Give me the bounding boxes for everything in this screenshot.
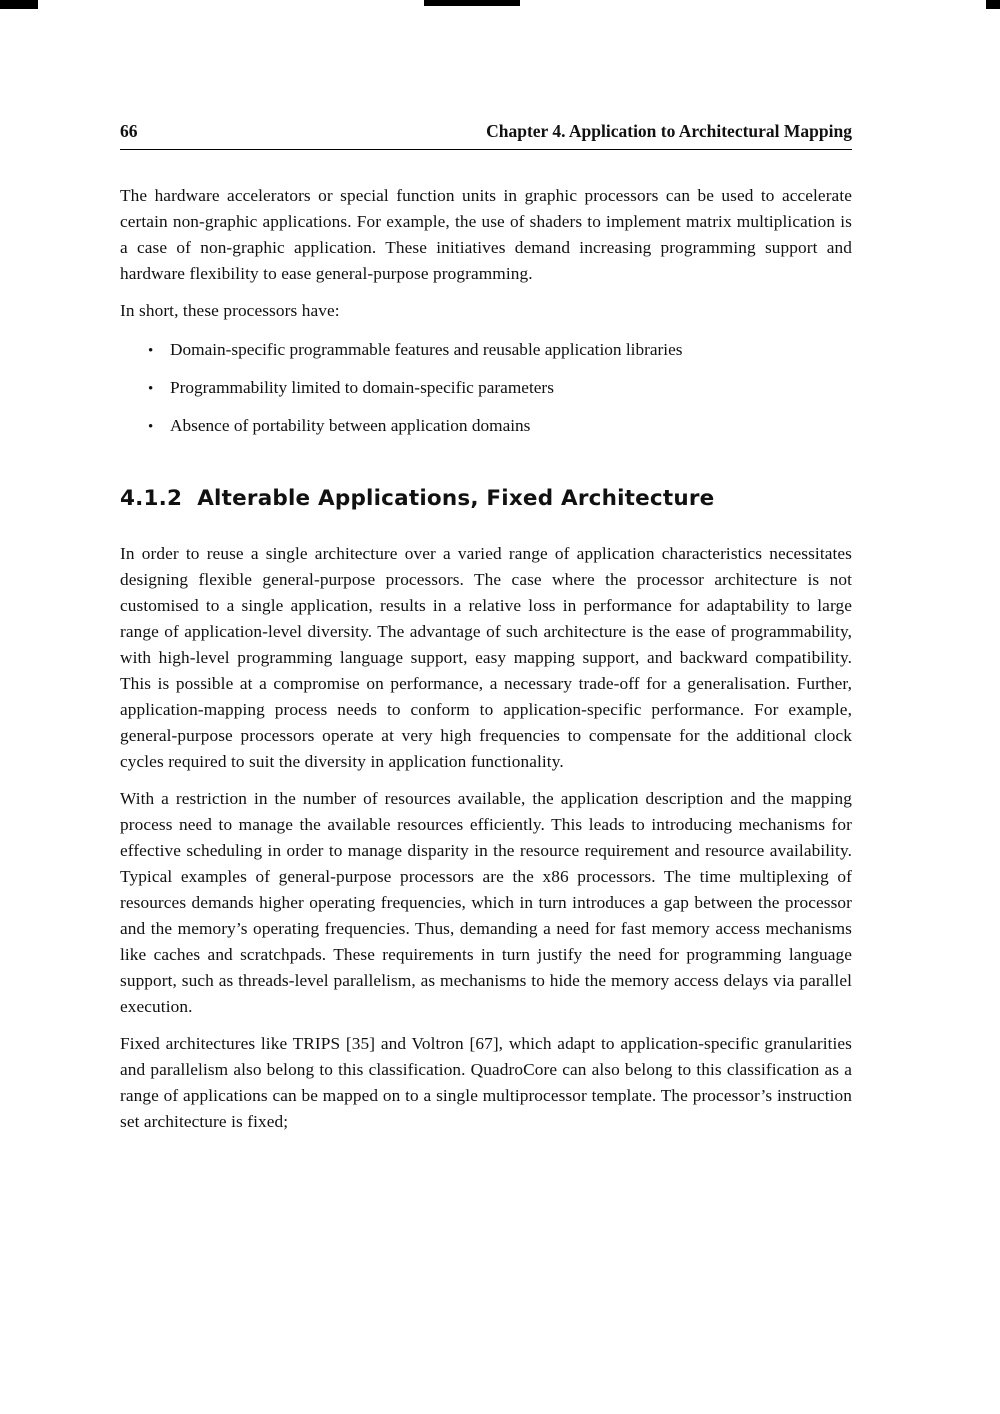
page-body bbox=[120, 183, 852, 1135]
section-number: 4.1.2 bbox=[120, 486, 183, 511]
header-rule bbox=[120, 149, 852, 150]
bullet-icon: • bbox=[148, 381, 154, 397]
running-header-title: Chapter 4. Application to Architectural Mapping bbox=[486, 121, 852, 141]
bullet-icon: • bbox=[148, 343, 154, 359]
list-item bbox=[120, 337, 852, 364]
section-heading bbox=[120, 486, 852, 512]
list-item-text: Absence of portability between application domains bbox=[170, 416, 531, 435]
page-header bbox=[120, 120, 852, 142]
paragraph-reuse: In order to reuse a single architecture over a varied range of application characteristics necessitates designing flexible general-purpose processors. The case where the processor architecture is not customised to a single application, results in a relative loss in performance for adaptability to large range of application-level diversity. The advantage of such architecture is the ease of programmability, with high-level programming language support, easy mapping support, and backward compatibility. This is possible at a compromise on performance, a necessary trade-off for a generalisation. Further, application-mapping process needs to conform to application-specific performance. For example, general-purpose processors operate at very high frequencies to compensate for the additional clock cycles required to suit the diversity in application functionality. bbox=[120, 544, 852, 771]
bullet-list bbox=[120, 337, 852, 440]
page-number: 66 bbox=[120, 121, 138, 141]
list-item-text: Programmability limited to domain-specific parameters bbox=[170, 378, 554, 397]
list-item-text: Domain-specific programmable features and reusable application libraries bbox=[170, 340, 683, 359]
paragraph-fixed-architectures: Fixed architectures like TRIPS [35] and Voltron [67], which adapt to application-specific granularities and parallelism also belong to this classification. QuadroCore can also belong to this classification as a range of applications can be mapped on to a single multiprocessor template. The processor’s instruction set architecture is fixed; bbox=[120, 1034, 852, 1131]
list-item bbox=[120, 375, 852, 402]
section-title: Alterable Applications, Fixed Architecture bbox=[197, 486, 715, 511]
scan-artifact bbox=[0, 0, 38, 9]
list-item bbox=[120, 413, 852, 440]
paragraph-restriction: With a restriction in the number of resources available, the application description and the mapping process need to manage the available resources efficiently. This leads to introducing mechanisms for effective scheduling in order to manage disparity in the resource requirement and resource availability. Typical examples of general-purpose processors are the x86 processors. The time multiplexing of resources demands higher operating frequencies, which in turn introduces a gap between the processor and the memory’s operating frequencies. Thus, demanding a need for fast memory access mechanisms like caches and scratchpads. These requirements in turn justify the need for programming language support, such as threads-level parallelism, as mechanisms to hide the memory access delays via parallel execution. bbox=[120, 789, 852, 1016]
paragraph-intro: The hardware accelerators or special function units in graphic processors can be used to accelerate certain non-graphic applications. For example, the use of shaders to implement matrix multiplication is a case of non-graphic application. These initiatives demand increasing programming support and hardware flexibility to ease general-purpose programming. bbox=[120, 186, 852, 283]
scan-artifact bbox=[424, 0, 520, 6]
bullet-icon: • bbox=[148, 419, 154, 435]
scan-artifact bbox=[986, 0, 1000, 9]
paragraph-in-short: In short, these processors have: bbox=[120, 301, 340, 320]
